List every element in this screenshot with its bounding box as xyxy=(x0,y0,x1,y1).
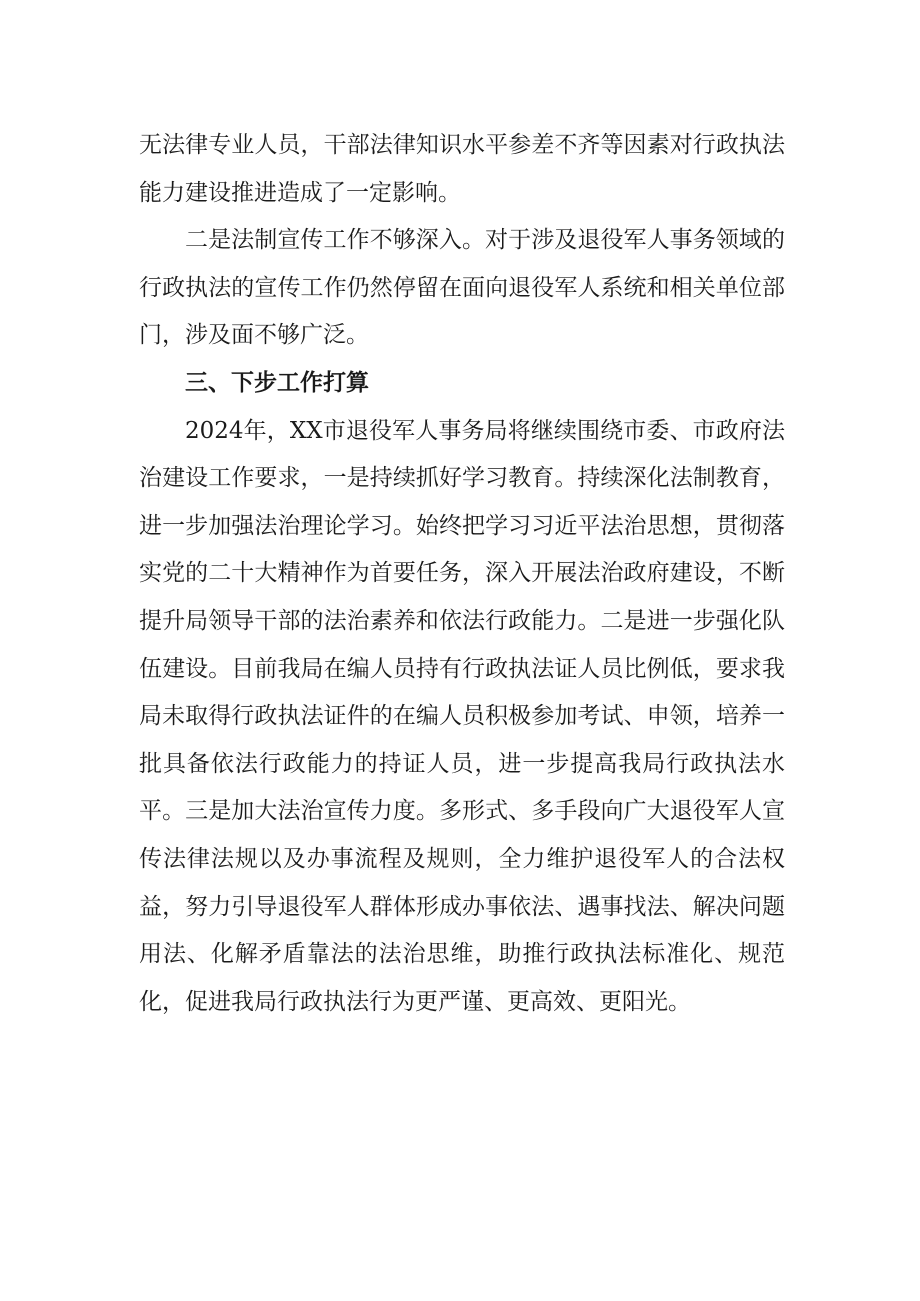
paragraph-work-plan: 2024年，XX市退役军人事务局将继续围绕市委、市政府法治建设工作要求，一是持续抓好学习教育。持续深化法制教育，进一步加强法治理论学习。始终把学习习近平法治思想，贯彻落实党的二十大精神作为首要任务，深入开展法治政府建设，不断提升局领导干部的法治素养和依法行政能力。二是进一步强化队伍建设。目前我局在编人员持有行政执法证人员比例低，要求我局未取得行政执法证件的在编人员积极参加考试、申领，培养一批具备依法行政能力的持证人员，进一步提高我局行政执法水平。三是加大法治宣传力度。多形式、多手段向广大退役军人宣传法律法规以及办事流程及规则，全力维护退役军人的合法权益，努力引导退役军人群体形成办事依法、遇事找法、解决问题用法、化解矛盾靠法的法治思维，助推行政执法标准化、规范化，促进我局行政执法行为更严谨、更高效、更阳光。 xyxy=(139,417,785,1015)
paragraph-legal-publicity-issue: 二是法制宣传工作不够深入。对于涉及退役军人事务领域的行政执法的宣传工作仍然停留在面向退役军人系统和相关单位部门，涉及面不够广泛。 xyxy=(139,227,785,349)
section-heading-next-steps: 三、下步工作打算 xyxy=(185,369,369,396)
document-body xyxy=(139,122,785,1026)
paragraph-continuation: 无法律专业人员，干部法律知识水平参差不齐等因素对行政执法能力建设推进造成了一定影响。 xyxy=(139,132,785,206)
